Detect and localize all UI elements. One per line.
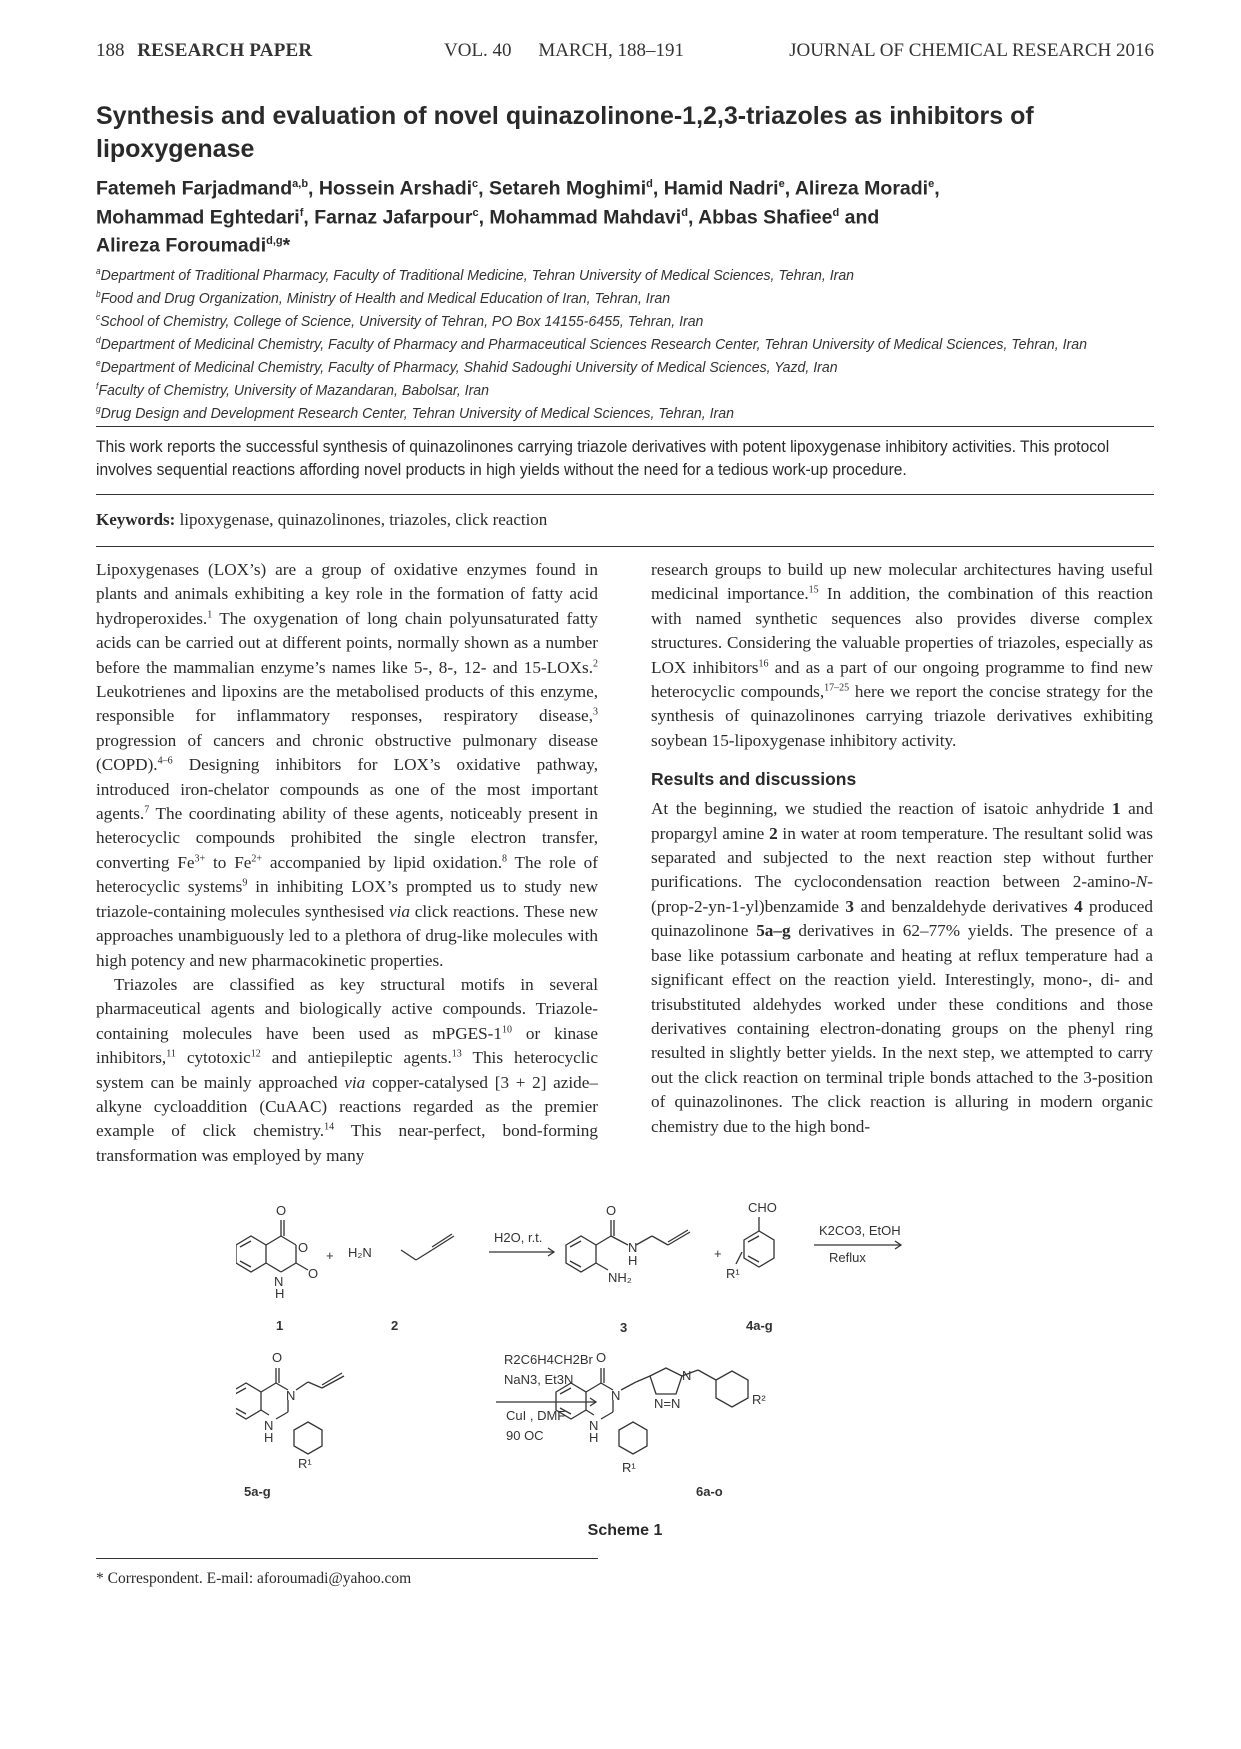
- keywords-text: lipoxygenase, quinazolinones, triazoles, click reaction: [179, 510, 548, 529]
- scheme-atom-label: O: [298, 1240, 309, 1255]
- author-name: Alireza Moradi: [794, 177, 929, 200]
- correspondence-footnote: * Correspondent. E-mail: aforoumadi@yahoo.com: [96, 1570, 412, 1587]
- affiliation-item: [96, 352, 1080, 375]
- scheme-atom-label: N: [286, 1388, 296, 1403]
- author-name: Alireza Foroumadi: [96, 234, 267, 257]
- scheme-plus: +: [326, 1248, 334, 1263]
- affiliation-text: Faculty of Chemistry, University of Mazandaran, Babolsar, Iran: [98, 382, 490, 400]
- author-affiliation-mark: d: [832, 206, 840, 219]
- scheme-atom-label: O: [272, 1350, 283, 1365]
- author-affiliation-mark: a,b: [292, 178, 309, 190]
- author-name: Mohammad Mahdavi: [489, 206, 682, 228]
- affiliation-text: Drug Design and Development Research Center, Tehran University of Medical Sciences, Tehran, Iran: [100, 405, 734, 423]
- paragraph-intro-1: Lipoxygenases (LOX’s) are a group of oxidative enzymes found in plants and animals exhibiting a key role in the formation of fatty acid hydroperoxides.$^1$ The oxygenation of long chain polyunsaturated fatty acids can be carried out at different points, normally shown as a number before the mammalian enzyme’s names like 5-, 8-, 12- and 15-LOXs.$^2$ Leukotrienes and lipoxins are the metabolised products of this enzyme, responsible for inflammatory responses, respiratory disease,$^3$ progression of cancers and chronic obstructive pulmonary disease (COPD).$^{4-6}$ Designing inhibitors for LOX’s oxidative pathway, introduced iron-chelator compounds as one of the most important agents.$^7$ The coordinating ability of these agents, noticeably present in heterocyclic compounds prohibited the single electron transfer, converting $Fe^{3+}$ to $Fe^{2+}$ accompanied by lipid oxidation.$^8$ The role of heterocyclic systems$^9$ in inhibiting LOX’s prompted us to study new triazole-containing molecules synthesised via click reactions. These new approaches unambiguously led to a plethora of drug-like molecules with high potency and new pharmacokinetic properties.: [96, 560, 598, 970]
- scheme-atom-label: N: [274, 1274, 284, 1289]
- running-header: [96, 40, 1154, 68]
- affiliation-text: Food and Drug Organization, Ministry of Health and Medical Education of Iran, Tehran, Iran: [100, 290, 671, 308]
- author-separator: and: [839, 206, 880, 228]
- affiliation-text: Department of Traditional Pharmacy, Faculty of Traditional Medicine, Tehran University of Medical Sciences, Tehran, Iran: [100, 267, 855, 285]
- author-affiliation-mark: d: [646, 178, 653, 190]
- scheme-atom-label: R¹: [298, 1456, 312, 1471]
- scheme-atom-label: H₂N: [348, 1245, 372, 1260]
- abstract-bottom-rule: [96, 494, 1154, 495]
- affiliation-mark: g: [96, 404, 101, 414]
- reaction-scheme: [236, 1190, 1136, 1510]
- step2-conditions-a: K2CO3, EtOH: [819, 1223, 901, 1238]
- affiliation-mark: b: [96, 289, 101, 299]
- compound-label: 4a-g: [746, 1318, 773, 1333]
- scheme-atom-label: CHO: [748, 1200, 777, 1215]
- author-list: [96, 172, 1154, 258]
- compound-2-structure: [401, 1234, 454, 1260]
- compound-6-structure: [556, 1368, 748, 1454]
- abstract: This work reports the successful synthesis of quinazolinones carrying triazole derivatives with potent lipoxygenase inhibitory activities. This protocol involves sequential reactions affording novel products in high yields without the need for a tedious work-up procedure.: [96, 438, 1110, 479]
- author-name: Mohammad Eghtedari: [96, 206, 300, 228]
- compound-label: 2: [391, 1318, 399, 1333]
- body-column-left: [96, 558, 598, 1168]
- scheme-atom-label: N: [611, 1388, 621, 1403]
- section-heading-results: Results and discussions: [651, 769, 857, 790]
- author-separator: ,: [934, 177, 940, 200]
- author-separator: ,: [784, 177, 795, 200]
- scheme-atom-label: N=N: [654, 1396, 681, 1411]
- affiliation-item: [96, 375, 1080, 398]
- scheme-atom-label: N: [682, 1368, 692, 1383]
- affiliation-mark: d: [96, 335, 101, 345]
- affiliation-list: [96, 260, 1087, 423]
- scheme-plus: +: [714, 1246, 722, 1261]
- scheme-atom-label: O: [606, 1203, 617, 1218]
- scheme-atom-label: H: [628, 1253, 638, 1268]
- affiliation-mark: c: [96, 312, 101, 322]
- scheme-atom-label: O: [308, 1266, 319, 1281]
- scheme-atom-label: R¹: [622, 1460, 636, 1475]
- author-name: Hamid Nadri: [663, 177, 779, 200]
- scheme-atom-label: O: [276, 1203, 287, 1218]
- author-affiliation-mark: e: [928, 178, 935, 190]
- author-separator: ,: [308, 177, 319, 200]
- scheme-atom-label: H: [264, 1430, 274, 1445]
- author-affiliation-mark: f: [299, 206, 304, 219]
- issue: MARCH, 188–191: [538, 40, 684, 61]
- compound-label: 5a-g: [244, 1484, 271, 1499]
- scheme-atom-label: H: [589, 1430, 599, 1445]
- author-separator: ,: [687, 206, 699, 228]
- paragraph-results-1: At the beginning, we studied the reaction of isatoic anhydride 1 and propargyl amine 2 in water at room temperature. The resultant solid was separated and subjected to the next reaction step without further purifications. The cyclocondensation reaction between 2-amino-N-(prop-2-yn-1-yl)benzamide 3 and benzaldehyde derivatives 4 produced quinazolinone 5a–g derivatives in 62–77% yields. The presence of a base like potassium carbonate and heating at reflux temperature had a significant effect on the reaction yield. Interestingly, mono-, di- and trisubstituted aldehydes worked under these conditions and those derivatives containing electron-donating groups on the phenyl ring resulted in slightly better yields. In the next step, we attempted to carry out the click reaction on terminal triple bonds attached to the 3-position of quinazolinones. The click reaction is alluring in modern organic chemistry due to the high bond-: [651, 799, 1154, 1136]
- author-name: Setareh Moghimi: [489, 177, 647, 200]
- author-name: Hossein Arshadi: [318, 177, 473, 200]
- scheme-atom-label: N: [264, 1418, 274, 1433]
- scheme-atom-label: R¹: [726, 1266, 740, 1281]
- affiliation-item: [96, 260, 1080, 283]
- author-name: Abbas Shafiee: [698, 206, 833, 228]
- author-separator: ,: [478, 177, 490, 200]
- step1-conditions: H2O, r.t.: [494, 1230, 543, 1245]
- paragraph-intro-3: research groups to build up new molecular architectures having useful medicinal importance.$^{15}$ In addition, the combination of this reaction with named synthetic sequences also provides diverse complex structures. Considering the valuable properties of triazoles, especially as LOX inhibitors$^{16}$ and as a part of our ongoing programme to find new heterocyclic compounds,$^{17-25}$ here we report the concise strategy for the synthesis of quinazolinones carrying triazole derivatives exhibiting soybean 15-lipoxygenase inhibitory activity.: [651, 560, 1153, 750]
- article-title: Synthesis and evaluation of novel quinazolinone-1,2,3-triazoles as inhibitors of lipoxygenase: [96, 102, 1034, 163]
- author-separator: *: [282, 234, 291, 257]
- compound-label: 3: [620, 1320, 628, 1335]
- author-affiliation-mark: d: [681, 206, 688, 219]
- scheme-drawing: [236, 1190, 1136, 1510]
- affiliation-text: Department of Medicinal Chemistry, Faculty of Pharmacy and Pharmaceutical Sciences Research Center, Tehran University of Medical Sciences, Tehran, Iran: [100, 336, 1087, 354]
- affiliation-text: Department of Medicinal Chemistry, Faculty of Pharmacy, Shahid Sadoughi University of Medical Sciences, Yazd, Iran: [100, 359, 838, 377]
- step3-conditions-c: CuI , DMF: [506, 1408, 566, 1423]
- affiliation-mark: f: [96, 381, 99, 391]
- scheme-atom-label: H: [275, 1286, 285, 1301]
- section-label: RESEARCH PAPER: [137, 40, 313, 61]
- step3-conditions-a: R2C6H4CH2Br: [504, 1352, 593, 1367]
- scheme-atom-label: O: [596, 1350, 607, 1365]
- affiliation-item: [96, 306, 1080, 329]
- keywords-bottom-rule: [96, 546, 1154, 547]
- author-name: Farnaz Jafarpour: [314, 206, 473, 228]
- affiliation-mark: e: [96, 358, 101, 368]
- step2-conditions-b: Reflux: [829, 1250, 866, 1265]
- paragraph-intro-2: Triazoles are classified as key structural motifs in several pharmaceutical agents and biologically active compounds. Triazole-containing molecules have been used as mPGES-$1^{10}$ or kinase inhibitors,$^{11}$ cytotoxic$^{12}$ and antiepileptic agents.$^{13}$ This heterocyclic system can be mainly approached via copper-catalysed [3 + 2] azide–alkyne cycloaddition (CuAAC) reactions regarded as the premier example of click chemistry.$^{14}$ This near-perfect, bond-forming transformation was employed by many: [96, 974, 598, 1165]
- page-number: 188: [96, 40, 125, 61]
- step3-conditions-b: NaN3, Et3N: [504, 1372, 574, 1387]
- compound-label: 1: [276, 1318, 284, 1333]
- abstract-top-rule: [96, 426, 1154, 427]
- affiliation-item: [96, 283, 1080, 306]
- author-affiliation-mark: c: [472, 178, 479, 190]
- author-separator: ,: [652, 177, 664, 200]
- author-name: Fatemeh Farjadmand: [96, 177, 293, 200]
- compound-label: 6a-o: [696, 1484, 723, 1499]
- article-page: [96, 0, 1154, 1749]
- affiliation-item: [96, 398, 1080, 421]
- affiliation-item: [96, 329, 1087, 354]
- affiliation-mark: a: [96, 266, 101, 276]
- step3-conditions-d: 90 OC: [506, 1428, 544, 1443]
- author-affiliation-mark: c: [472, 206, 479, 219]
- author-separator: ,: [303, 206, 315, 228]
- scheme-atom-label: N: [589, 1418, 599, 1433]
- scheme-atom-label: NH₂: [608, 1270, 632, 1285]
- author-separator: ,: [478, 206, 490, 228]
- compound-5-structure: [236, 1368, 344, 1454]
- scheme-caption: Scheme 1: [587, 1522, 663, 1539]
- journal-name: JOURNAL OF CHEMICAL RESEARCH 2016: [789, 40, 1154, 61]
- author-affiliation-mark: d,g: [266, 235, 283, 247]
- scheme-atom-label: N: [628, 1240, 638, 1255]
- compound-4-structure: [736, 1217, 774, 1267]
- scheme-atom-label: R²: [752, 1392, 766, 1407]
- keywords-label: Keywords:: [96, 510, 176, 529]
- affiliation-text: School of Chemistry, College of Science, University of Tehran, PO Box 14155-6455, Tehran, Iran: [100, 313, 704, 331]
- volume: VOL. 40: [444, 40, 512, 61]
- author-affiliation-mark: e: [778, 178, 785, 190]
- footnote-rule: [96, 1558, 598, 1559]
- keywords: [96, 510, 547, 530]
- body-column-right: [651, 558, 1153, 1139]
